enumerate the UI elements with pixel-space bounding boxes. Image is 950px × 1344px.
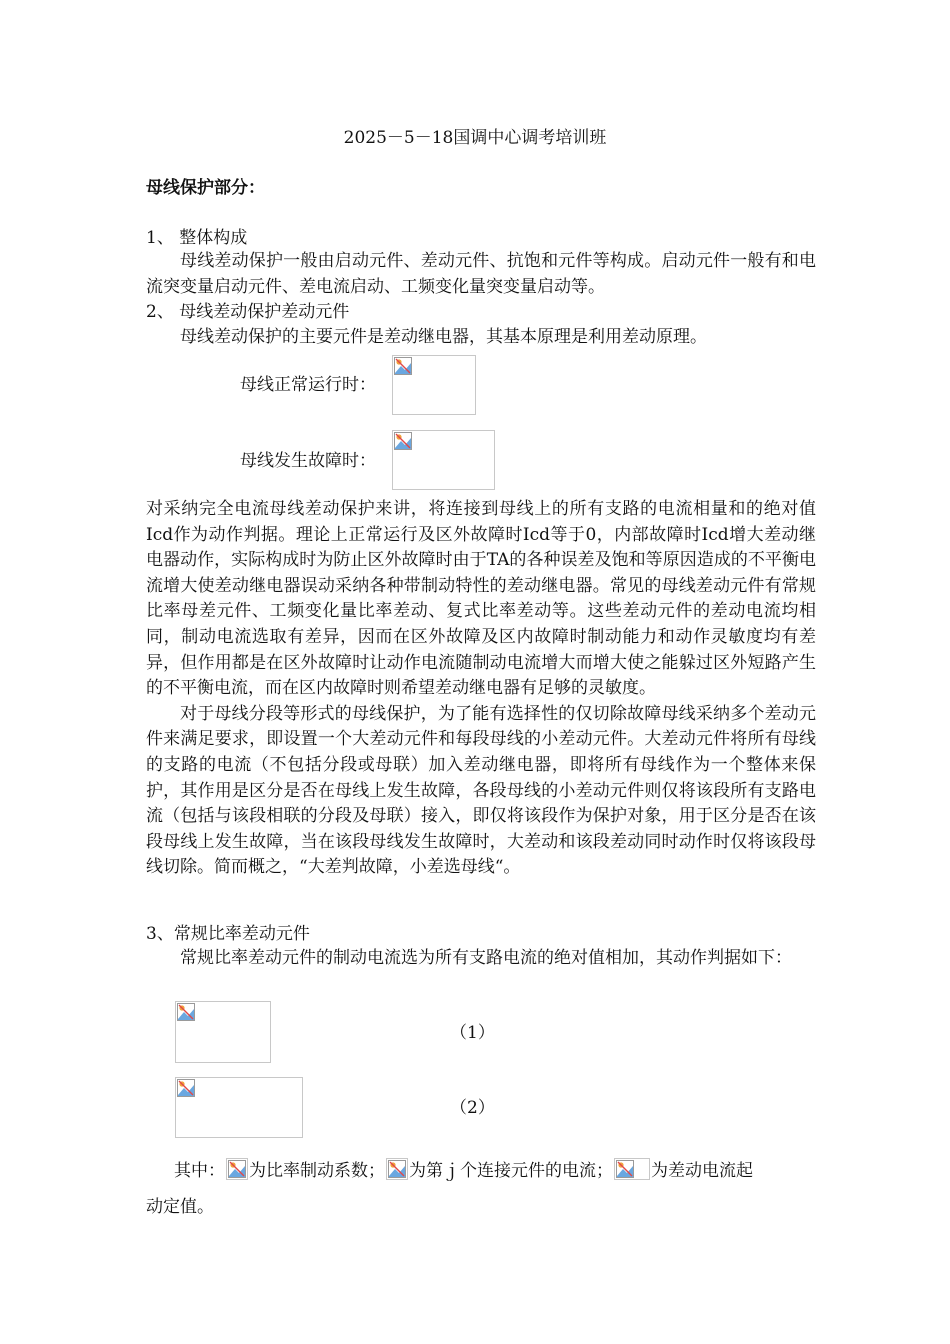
broken-image-icon [394, 357, 412, 375]
equation-1-number: （1） [450, 1023, 495, 1043]
document-title: 2025－5－18国调中心调考培训班 [343, 128, 607, 148]
section-1-body [146, 249, 816, 300]
normal-operation-formula-image [392, 355, 476, 415]
section-1-heading: 1、 整体构成 [146, 228, 248, 248]
fault-label: 母线发生故障时： [240, 451, 376, 471]
section-1-paragraph: 母线差动保护一般由启动元件、差动元件、抗饱和元件等构成。启动元件一般有和电流突变量启动元件、差电流启动、工频变化量突变量启动等。 [146, 251, 816, 297]
broken-image-icon [228, 1160, 246, 1178]
equation-2-number: （2） [450, 1098, 495, 1118]
where-k-text: 为比率制动系数； [249, 1161, 385, 1181]
paragraph-sectioned-bus: 对于母线分段等形式的母线保护，为了能有选择性的仅切除故障母线采纳多个差动元件来满足要求，即设置一个大差动元件和每段母线的小差动元件。大差动元件将所有母线的支路的电流（不包括分段或母联）加入差动继电器，即将所有母线作为一个整体来保护，其作用是区分是否在母线上发生故障，各段母线的小差动元件则仅将该段所有支路电流（包括与该段相联的分段及母联）接入，即仅将该段作为保护对象，用于区分是否在该段母线上发生故障，当在该段母线发生故障时，大差动和该段差动同时动作时仅将该段母线切除。简而概之，“大差判故障，小差选母线“。 [146, 703, 816, 878]
where-icd-text: 为差动电流起 [651, 1161, 753, 1181]
paragraph-complete-current: 对采纳完全电流母线差动保护来讲，将连接到母线上的所有支路的电流相量和的绝对值Icd作为动作判据。理论上正常运行及区外故障时Icd等于0，内部故障时Icd增大差动继电器动作，实际构成时为防止区外故障时由于TA的各种误差及饱和等原因造成的不平衡电流增大使差动继电器误动采纳各种带制动特性的差动继电器。常见的母线差动元件有常规比率母差元件、工频变化量比率差动、复式比率差动等。这些差动元件的差动电流均相同，制动电流选取有差异，因而在区外故障及区内故障时制动能力和动作灵敏度均有差异，但作用都是在区外故障时让动作电流随制动电流增大而增大使之能躲过区外短路产生的不平衡电流，而在区内故障时则希望差动继电器有足够的灵敏度。 [146, 499, 816, 699]
differential-explanation [146, 497, 816, 881]
icd-symbol-image [614, 1158, 650, 1180]
equation-2-image [175, 1077, 303, 1138]
symbol-definitions-continued: 动定值。 [146, 1197, 214, 1217]
broken-image-icon [177, 1079, 195, 1097]
section-2-heading: 2、 母线差动保护差动元件 [146, 302, 350, 322]
section-3-paragraph: 常规比率差动元件的制动电流选为所有支路电流的绝对值相加，其动作判据如下： [180, 948, 792, 968]
section-3-body [146, 946, 816, 972]
where-prefix: 其中： [174, 1161, 225, 1181]
ij-symbol-image [386, 1158, 408, 1180]
k-symbol-image [226, 1158, 248, 1180]
broken-image-icon [177, 1003, 195, 1021]
section-heading: 母线保护部分： [146, 178, 265, 198]
broken-image-icon [616, 1160, 634, 1178]
normal-operation-label: 母线正常运行时： [240, 375, 376, 395]
section-2-intro: 母线差动保护的主要元件是差动继电器，其基本原理是利用差动原理。 [180, 327, 707, 347]
where-ij-text: 为第ｊ个连接元件的电流； [409, 1161, 613, 1181]
symbol-definitions [174, 1158, 753, 1183]
fault-formula-image [392, 430, 495, 490]
broken-image-icon [388, 1160, 406, 1178]
broken-image-icon [394, 432, 412, 450]
equation-1-image [175, 1001, 271, 1063]
section-3-heading: 3、常规比率差动元件 [146, 924, 310, 944]
